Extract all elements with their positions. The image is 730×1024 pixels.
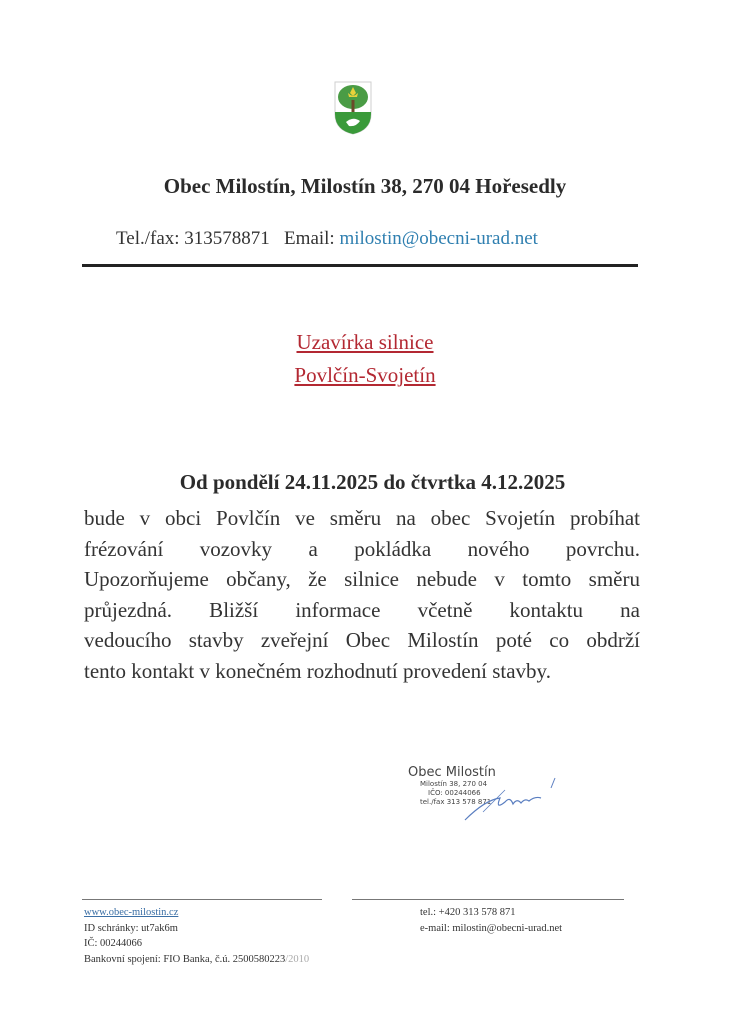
footer-email[interactable]: e-mail: milostin@obecni-urad.net (420, 922, 563, 934)
notice-heading-line1: Uzavírka silnice (296, 330, 434, 354)
notice-body (84, 503, 640, 686)
bank-code: /2010 (285, 953, 310, 965)
body-line: tento kontakt v konečném rozhodnutí provedení stavby. (84, 658, 551, 683)
signature-icon (455, 770, 565, 830)
website-link[interactable]: www.obec-milostin.cz (84, 907, 179, 918)
body-line: vedoucího stavby zveřejní Obec Milostín poté co obdrží (84, 628, 640, 652)
company-id: IČ: 00244066 (84, 938, 143, 949)
bank-account-number: Bankovní spojení: FIO Banka, č.ú. 2500580223 (84, 953, 286, 965)
notice-heading-line2: Povlčín-Svojetín (294, 363, 436, 387)
stamp-ico: IČO: 00244066 (428, 789, 481, 797)
footer-divider-left (82, 899, 322, 900)
stamp-address: Milostín 38, 270 04 (420, 780, 488, 788)
footer-right (420, 905, 562, 936)
body-line: průjezdná. Bližší informace včetně kontaktu na (84, 597, 640, 622)
body-line: bude v obci Povlčín ve směru na obec Svojetín probíhat (84, 506, 640, 530)
footer-left (84, 905, 309, 967)
stamp-name: Obec Milostín (408, 765, 496, 780)
contact-line (116, 228, 538, 250)
notice-date-range: Od pondělí 24.11.2025 do čtvrtka 4.12.2025 (179, 470, 566, 494)
bank-account (84, 952, 309, 968)
email-link[interactable]: milostin@obecni-urad.net (339, 228, 538, 249)
coat-of-arms-icon (333, 80, 373, 136)
body-line: Upozorňujeme občany, že silnice nebude v tomto směru (84, 567, 640, 591)
tel-fax-label: Tel./fax: 313578871 Email: (116, 228, 340, 249)
footer-tel: tel.: +420 313 578 871 (420, 907, 516, 918)
footer-divider-right (352, 899, 624, 900)
municipality-header-title: Obec Milostín, Milostín 38, 270 04 Hořesedly (163, 174, 567, 198)
data-box-id: ID schránky: ut7ak6m (84, 922, 178, 934)
header-divider (82, 264, 638, 267)
body-line: frézování vozovky a pokládka nového povrchu. (84, 536, 640, 561)
stamp-tel: tel./fax 313 578 871 (420, 798, 492, 806)
